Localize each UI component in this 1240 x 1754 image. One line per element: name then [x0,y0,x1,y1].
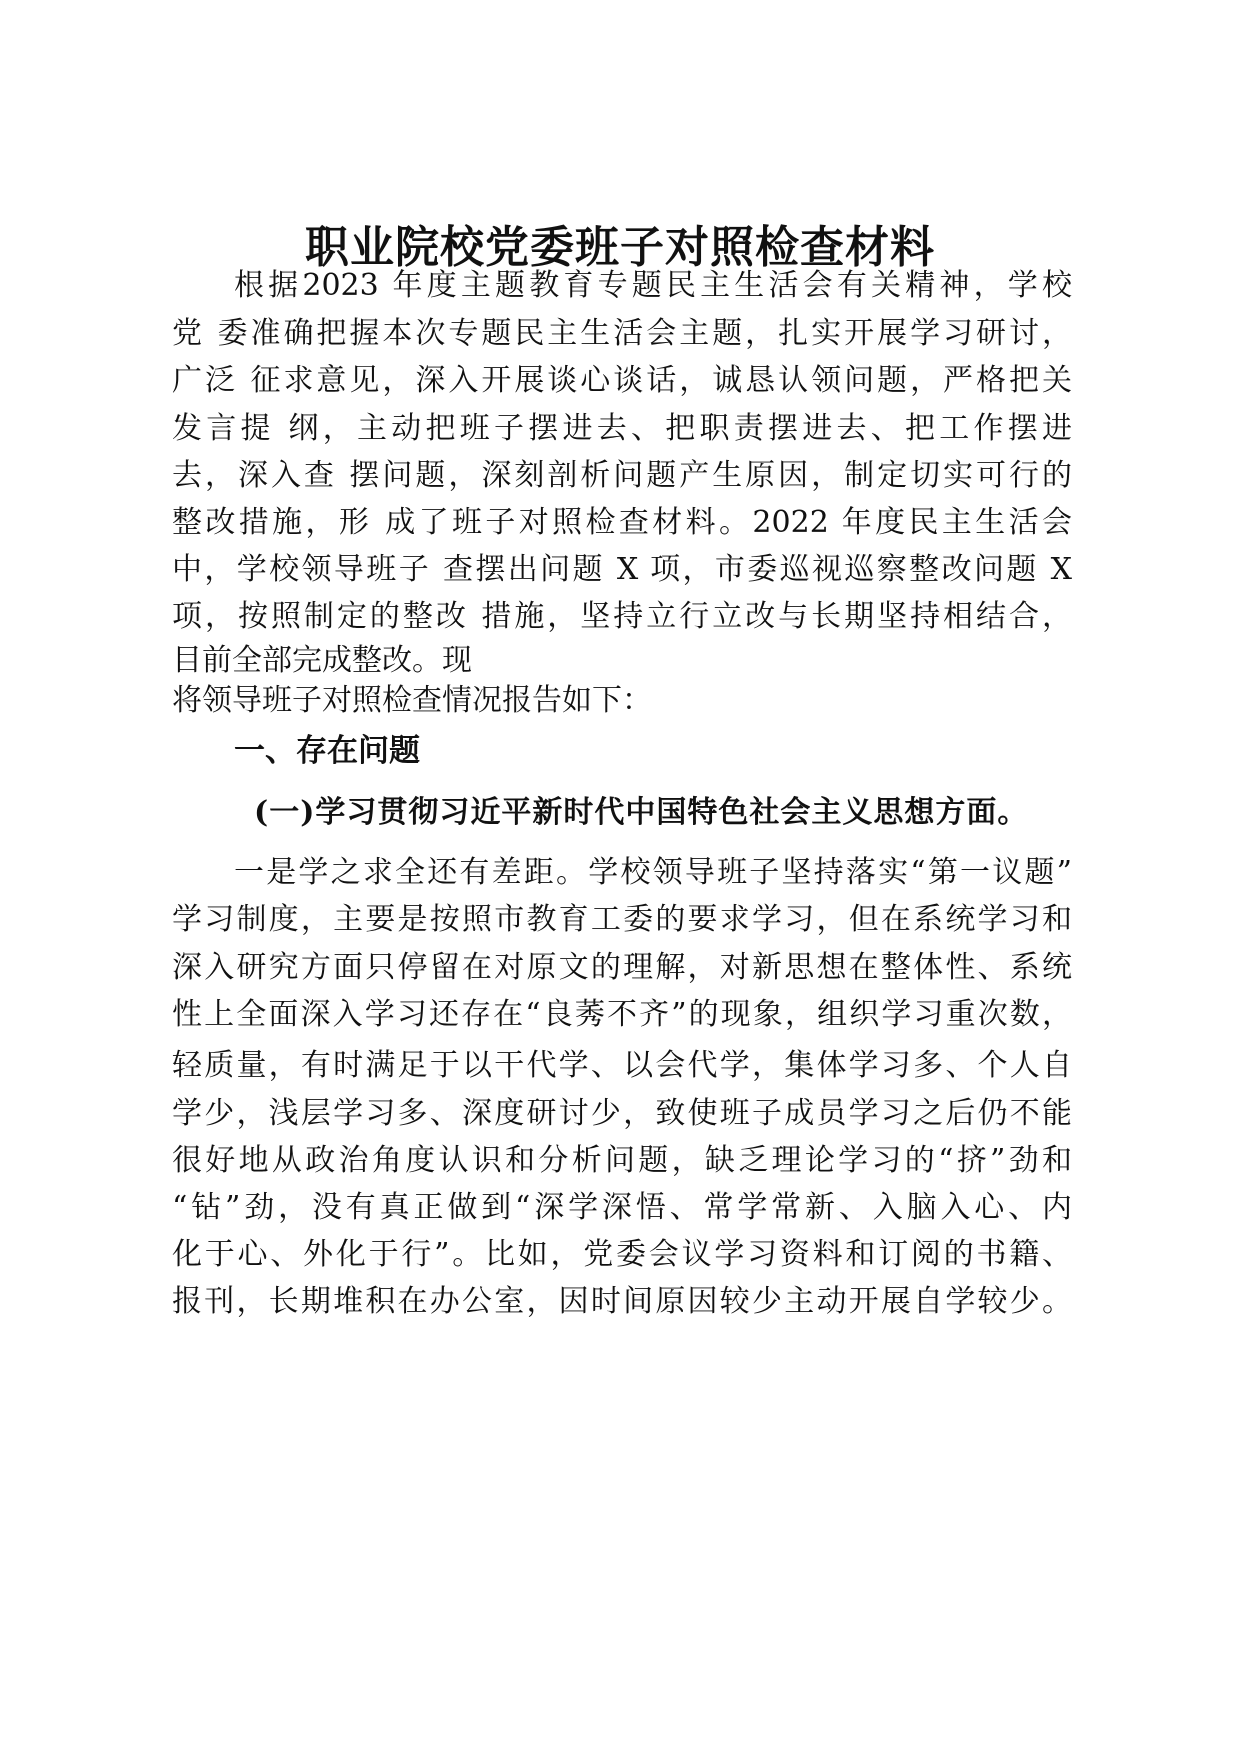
body-line: 化于心、外化于行”。比如，党委会议学习资料和订阅的书籍、 [172,1237,1072,1272]
document-title: 职业院校党委班子对照检查材料 [305,222,935,273]
body-line: 性上全面深入学习还存在“良莠不齐”的现象，组织学习重次数， [172,997,1072,1032]
body-line: 学少，浅层学习多、深度研讨少，致使班子成员学习之后仍不能 [172,1096,1072,1131]
body-line: 轻质量，有时满足于以干代学、以会代学，集体学习多、个人自 [172,1048,1072,1083]
body-line: 一是学之求全还有差距。学校领导班子坚持落实“第一议题” [234,855,1072,890]
body-line: 深入研究方面只停留在对原文的理解，对新思想在整体性、系统 [172,950,1072,985]
intro-line: 中，学校领导班子 查摆出问题 X 项，市委巡视巡察整改问题 X [172,552,1072,587]
intro-line: 党 委准确把握本次专题民主生活会主题，扎实开展学习研讨， [172,316,1072,351]
intro-line: 将领导班子对照检查情况报告如下： [172,683,652,718]
section-heading: 一、存在问题 [234,733,420,769]
intro-line: 发言提 纲，主动把班子摆进去、把职责摆进去、把工作摆进 [172,411,1072,446]
body-line: “钻”劲，没有真正做到“深学深悟、常学常新、入脑入心、内 [172,1190,1072,1225]
body-line: 报刊，长期堆积在办公室，因时间原因较少主动开展自学较少。 [172,1284,1072,1319]
intro-line: 去，深入查 摆问题，深刻剖析问题产生原因，制定切实可行的 [172,458,1072,493]
intro-line: 整改措施，形 成了班子对照检查材料。2022 年度民主生活会 [172,505,1072,540]
intro-line: 项，按照制定的整改 措施，坚持立行立改与长期坚持相结合， [172,599,1072,634]
body-line: 学习制度，主要是按照市教育工委的要求学习，但在系统学习和 [172,902,1072,937]
intro-line: 根据2023 年度主题教育专题民主生活会有关精神，学校 [234,268,1072,303]
intro-line: 广泛 征求意见，深入开展谈心谈话，诚恳认领问题，严格把关 [172,363,1072,398]
body-line: 很好地从政治角度认识和分析问题，缺乏理论学习的“挤”劲和 [172,1143,1072,1178]
subsection-heading: (一)学习贯彻习近平新时代中国特色社会主义思想方面。 [254,795,1029,830]
intro-line: 目前全部完成整改。现 [172,643,472,678]
